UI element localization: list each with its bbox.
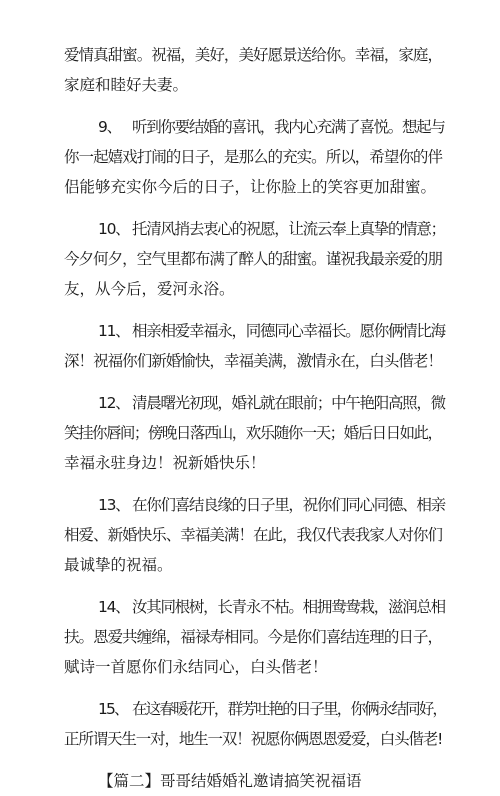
numbered-paragraph <box>64 490 445 580</box>
paragraph-number: 15、 <box>98 700 128 718</box>
numbered-paragraph <box>64 694 447 754</box>
section-heading: 【篇二】哥哥结婚婚礼邀请搞笑祝福语 <box>98 772 362 790</box>
text-line <box>64 316 445 346</box>
paragraph-text: 汝其同根树，长青永不枯。相拥鸯鸯栽，滋润总相 <box>132 598 445 616</box>
text-line <box>64 694 447 724</box>
paragraph-text: 清晨曙光初现，婚礼就在眼前；中午艳阳高照，微 <box>132 394 445 412</box>
text-line: 正所谓天生一对，地生一双！祝愿你俩恩恩爱爱，白头偕老! <box>64 730 443 748</box>
paragraph-number: 11、 <box>98 322 130 340</box>
text-line <box>64 490 445 520</box>
text-line: 赋诗一首愿你们永结同心，白头偕老！ <box>64 658 328 676</box>
text-line <box>64 388 445 418</box>
text-line: 爱情真甜蜜。祝福，美好，美好愿景送给你。幸福，家庭， <box>64 46 443 64</box>
paragraph-number: 12、 <box>98 394 130 412</box>
text-line <box>64 592 445 622</box>
text-line: 幸福永驻身边！祝新婚快乐！ <box>64 454 266 472</box>
paragraph-text: 托清风捎去衷心的祝愿，让流云奉上真挚的情意； <box>132 220 445 238</box>
text-line: 深！祝福你们新婚愉快，幸福美满，激情永在，白头偕老！ <box>64 352 443 370</box>
paragraph-number: 10、 <box>98 220 130 238</box>
text-line: 最诚挚的祝福。 <box>64 556 173 574</box>
numbered-paragraph <box>64 388 445 478</box>
continued-paragraph <box>64 40 442 100</box>
numbered-paragraph <box>64 316 445 376</box>
text-line: 扶。恩爱共缠绵，福禄寿相同。今是你们喜结连理的日子， <box>64 628 443 646</box>
numbered-paragraph <box>64 112 445 202</box>
paragraph-text: 在这春暖花开，群芳吐艳的日子里，你俩永结同好， <box>132 700 447 718</box>
paragraph-text: 相亲相爱幸福永，同德同心幸福长。愿你俩情比海 <box>132 322 445 340</box>
numbered-paragraph <box>64 592 445 682</box>
text-line: 你一起嬉戏打闹的日子，是那么的充实。所以，希望你的伴 <box>64 148 443 166</box>
paragraph-number: 13、 <box>98 496 130 514</box>
paragraph-text: 在你们喜结良缘的日子里，祝你们同心同德、相亲 <box>132 496 445 514</box>
text-line <box>64 112 445 142</box>
paragraph-text: 听到你要结婚的喜讯，我内心充满了喜悦。想起与 <box>132 118 445 136</box>
text-line: 家庭和睦好夫妻。 <box>64 76 189 94</box>
document-body <box>64 40 447 796</box>
text-line: 今夕何夕，空气里都布满了醉人的甜蜜。谨祝我最亲爱的朋 <box>64 250 443 268</box>
text-line: 笑挂你唇间；傍晚日落西山，欢乐随你一天；婚后日日如此， <box>64 424 442 442</box>
paragraph-number: 14、 <box>98 598 130 616</box>
text-line <box>64 214 445 244</box>
numbered-paragraph <box>64 214 445 304</box>
text-line: 友，从今后，爱河永浴。 <box>64 280 235 298</box>
paragraph-number: 9、 <box>98 118 121 136</box>
text-line: 相爱、新婚快乐、幸福美满！在此，我仅代表我家人对你们 <box>64 526 443 544</box>
text-line: 侣能够充实你今后的日子，让你脸上的笑容更加甜蜜。 <box>64 178 437 196</box>
